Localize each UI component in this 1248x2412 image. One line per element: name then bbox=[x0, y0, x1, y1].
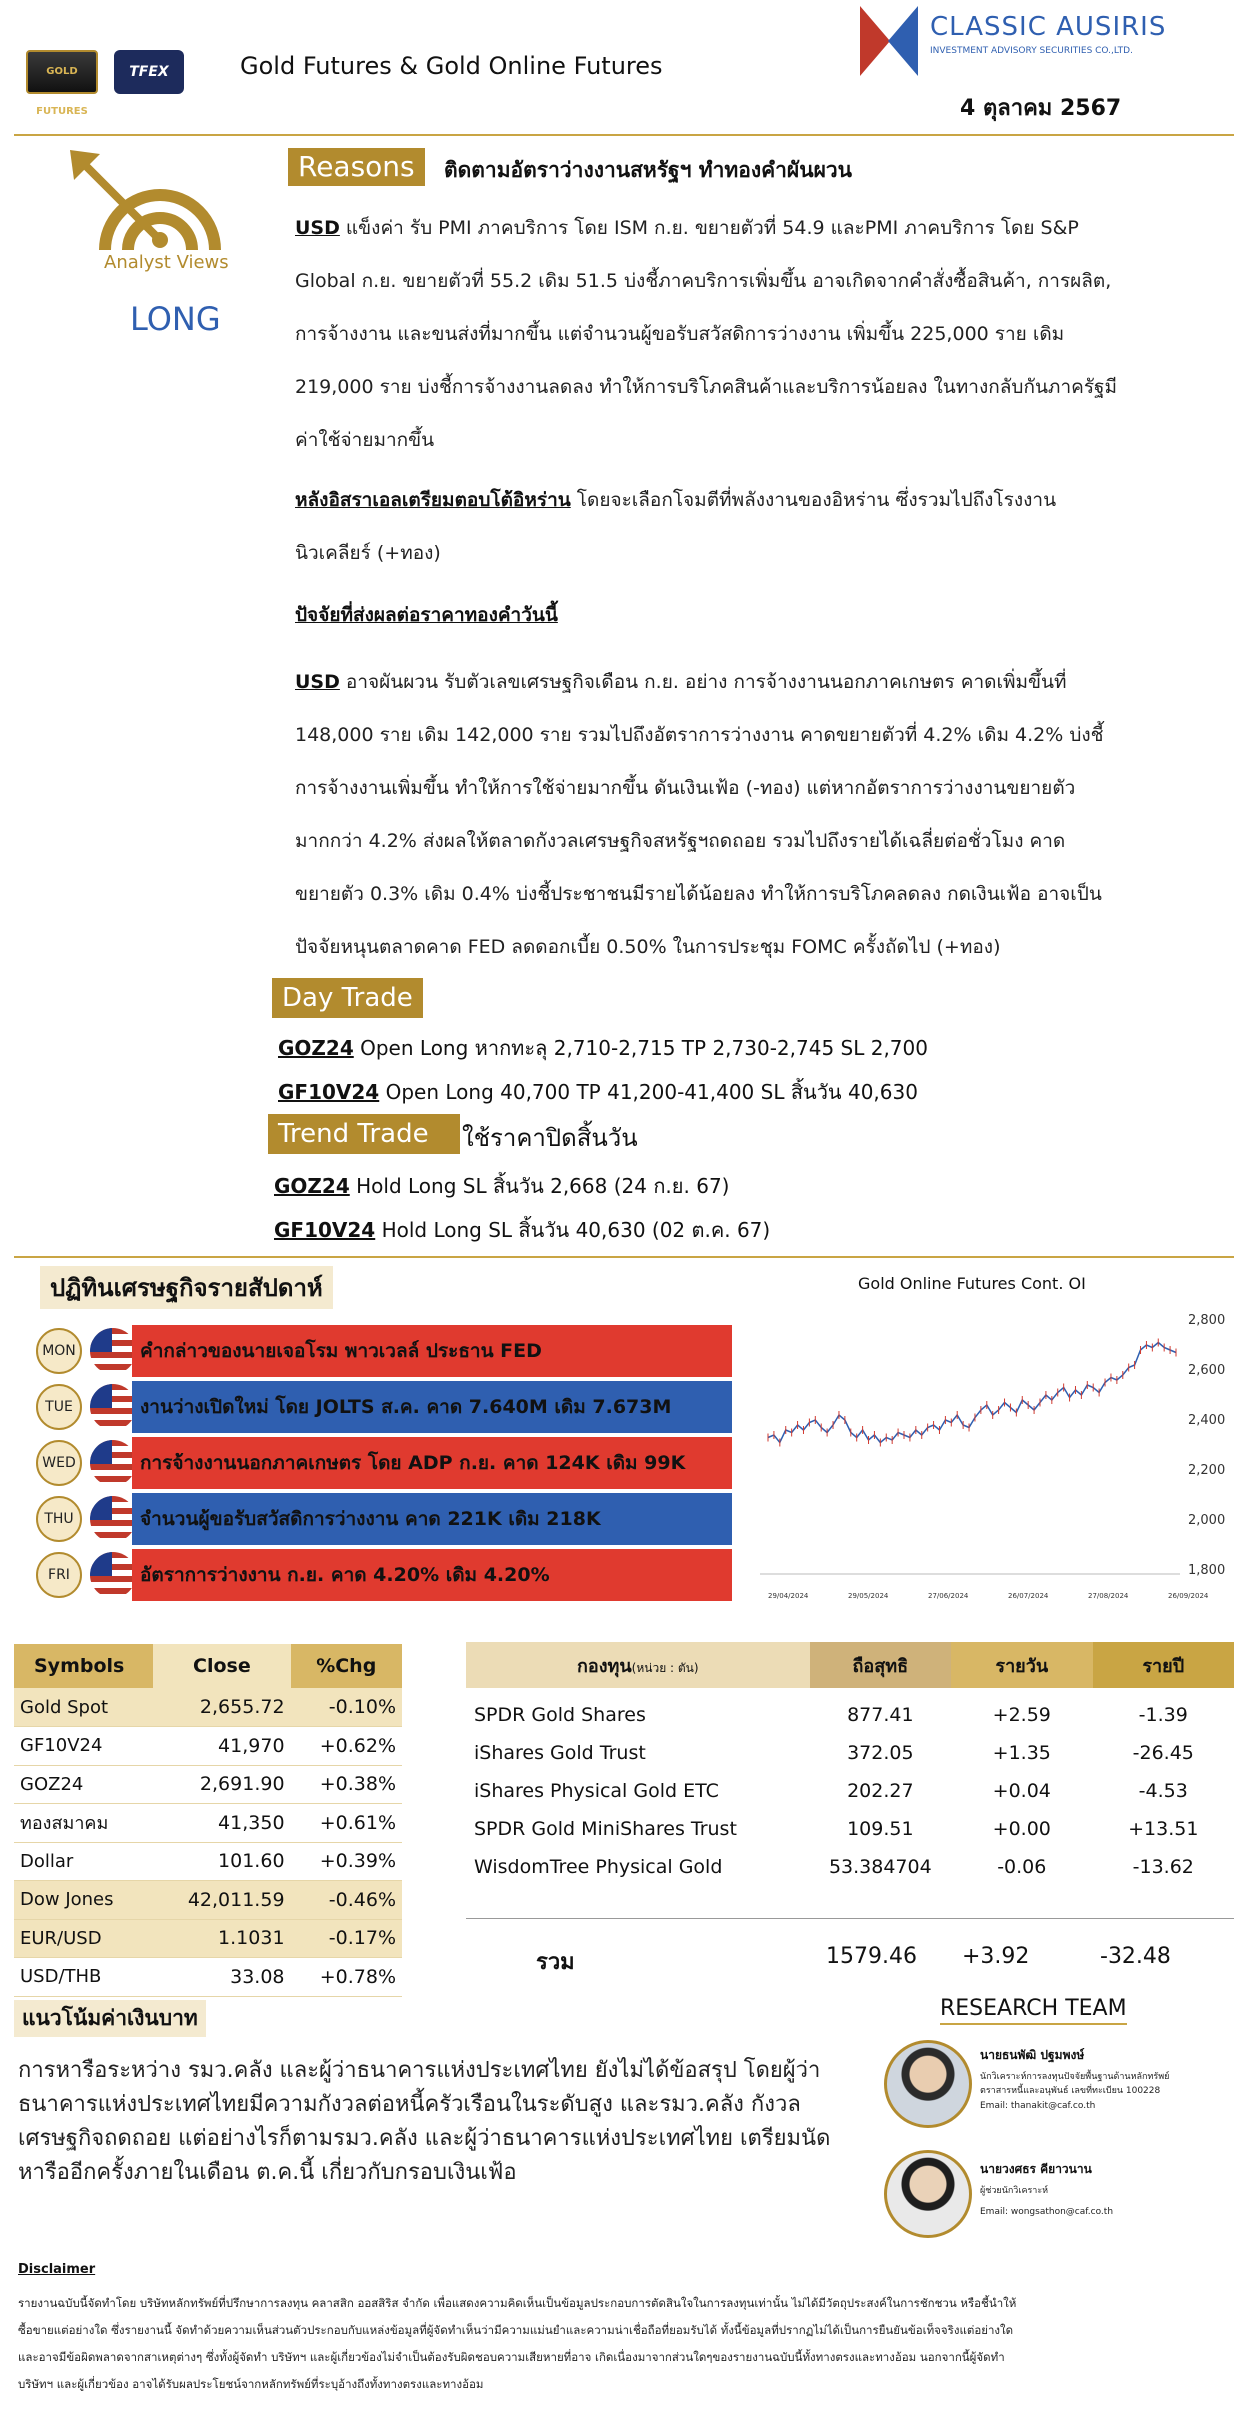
symbol-row bbox=[14, 1842, 402, 1881]
symbol-close: 41,970 bbox=[153, 1727, 290, 1766]
trend-trade-note: ใช้ราคาปิดสิ้นวัน bbox=[462, 1124, 638, 1152]
reason-1-line: แข็งค่า รับ PMI ภาคบริการ โดย ISM ก.ย. ขยายตัวที่ 54.9 และPMI ภาคบริการ โดย S&P bbox=[339, 217, 1079, 239]
day-trade-tag: Day Trade bbox=[272, 978, 423, 1018]
calendar-day: MON bbox=[36, 1328, 82, 1374]
reason-3-line: 148,000 ราย เดิม 142,000 ราย รวมไปถึงอัตราการว่างงาน คาดขยายตัวที่ 4.2% เดิม 4.2% บ่งชี้ bbox=[295, 724, 1104, 746]
fund-day: +1.35 bbox=[992, 1742, 1051, 1764]
gold-oi-line-chart bbox=[760, 1310, 1240, 1610]
trend-trade-symbol: GF10V24 bbox=[274, 1218, 376, 1242]
symbols-table bbox=[14, 1644, 402, 1997]
fund-row bbox=[466, 1734, 1234, 1772]
chg-header: %Chg bbox=[316, 1655, 377, 1677]
x-tick-label: 27/06/2024 bbox=[928, 1592, 969, 1600]
symbol-change: +0.38% bbox=[291, 1765, 402, 1804]
x-tick-label: 27/08/2024 bbox=[1088, 1592, 1129, 1600]
brand-subtitle: INVESTMENT ADVISORY SECURITIES CO.,LTD. bbox=[930, 46, 1133, 56]
x-tick-label: 29/05/2024 bbox=[848, 1592, 889, 1600]
symbol-row bbox=[14, 1688, 402, 1727]
logo-tfex bbox=[114, 50, 184, 94]
fund-day: -0.06 bbox=[997, 1856, 1047, 1878]
day-trade-text: Open Long 40,700 TP 41,200-41,400 SL สิ้นวัน 40,630 bbox=[379, 1080, 918, 1104]
reasons-headline: ติดตามอัตราว่างงานสหรัฐฯ ทำทองคำผันผวน bbox=[444, 158, 853, 182]
reason-3-line: การจ้างงานเพิ่มขึ้น ทำให้การใช้จ่ายมากขึ้น ดันเงินเฟ้อ (-ทอง) แต่หากอัตราการว่างงานขยายตัว bbox=[295, 777, 1076, 799]
reason-1-line: การจ้างงาน และขนส่งที่มากขึ้น แต่จำนวนผู้ขอรับสวัสดิการว่างงาน เพิ่มขึ้น 225,000 ราย เดิม bbox=[295, 323, 1065, 345]
calendar-title: ปฏิทินเศรษฐกิจรายสัปดาห์ bbox=[40, 1266, 333, 1309]
disclaimer-line: รายงานฉบับนี้จัดทำโดย บริษัทหลักทรัพย์ที่ปรึกษาการลงทุน คลาสสิก ออสสิริส จำกัด เพื่อแสดงความคิดเห็นเป็นข้อมูลประกอบการตัดสินใจในการลงทุนเท่านั้น ไม่ได้มีวัตถุประสงค์ในการชักชวน หรือชี้นำให้ bbox=[18, 2296, 1017, 2310]
fund-day: +0.00 bbox=[992, 1818, 1051, 1840]
fund-hold: 202.27 bbox=[847, 1780, 914, 1802]
analyst-role: นักวิเคราะห์การลงทุนปัจจัยพื้นฐานด้านหลักทรัพย์ bbox=[980, 2072, 1170, 2082]
fund-name: SPDR Gold MiniShares Trust bbox=[474, 1818, 737, 1840]
day-trade-line-2 bbox=[278, 1070, 918, 1114]
day-trade-line-1 bbox=[278, 1026, 928, 1070]
fund-hold: 53.384704 bbox=[828, 1856, 932, 1878]
fund-name: WisdomTree Physical Gold bbox=[474, 1856, 723, 1878]
assistant-avatar bbox=[884, 2150, 972, 2238]
fund-year: -1.39 bbox=[1138, 1704, 1188, 1726]
symbol-name: Gold Spot bbox=[14, 1688, 153, 1727]
analyst-avatar bbox=[884, 2040, 972, 2128]
calendar-day: FRI bbox=[36, 1552, 82, 1598]
baht-line: หารืออีกครั้งภายในเดือน ต.ค.นี้ เกี่ยวกับกรอบเงินเฟ้อ bbox=[18, 2160, 517, 2185]
us-flag-icon bbox=[90, 1384, 136, 1430]
hold-header: ถือสุทธิ bbox=[810, 1642, 951, 1688]
reason-paragraph-3 bbox=[295, 656, 1195, 974]
gold-fund-table bbox=[466, 1642, 1234, 1886]
disclaimer-line: และอาจมีข้อผิดพลาดจากสาเหตุต่างๆ ซึ่งทั้งผู้จัดทำ บริษัทฯ และผู้เกี่ยวข้องไม่จำเป็นต้องรับผิดชอบความเสียหายที่อาจ เกิดเนื่องมาจากส่วนใดๆของรายงานฉบับนี้ทั้งทางตรงและทางอ้อม นอกจากนี้ผู้จัดทำ bbox=[18, 2350, 1005, 2364]
disclaimer-body bbox=[18, 2290, 1238, 2398]
day-trade-text: Open Long หากทะลุ 2,710-2,715 TP 2,730-2,745 SL 2,700 bbox=[353, 1036, 928, 1060]
section-divider bbox=[14, 1256, 1234, 1258]
analyst-license: ตราสารหนี้และอนุพันธ์ เลขที่ทะเบียน 100228 bbox=[980, 2086, 1161, 2096]
us-flag-icon bbox=[90, 1328, 136, 1374]
trend-trade-text: Hold Long SL สิ้นวัน 40,630 (02 ต.ค. 67) bbox=[375, 1218, 771, 1242]
symbol-name: EUR/USD bbox=[14, 1919, 153, 1958]
fund-row bbox=[466, 1810, 1234, 1848]
y-tick-label: 2,800 bbox=[1188, 1313, 1226, 1328]
fund-year: -26.45 bbox=[1132, 1742, 1194, 1764]
x-tick-label: 26/09/2024 bbox=[1168, 1592, 1209, 1600]
calendar-event: การจ้างงานนอกภาคเกษตร โดย ADP ก.ย. คาด 124K เดิม 99K bbox=[132, 1437, 732, 1489]
symbol-row bbox=[14, 1958, 402, 1997]
reason-2-line: นิวเคลียร์ (+ทอง) bbox=[295, 542, 441, 564]
reason-3-line: ขยายตัว 0.3% เดิม 0.4% บ่งชี้ประชาชนมีรายได้น้อยลง ทำให้การบริโภคลดลง กดเงินเฟ้อ อาจเป็น bbox=[295, 883, 1102, 905]
symbol-change: +0.39% bbox=[291, 1842, 402, 1881]
brand-name: CLASSIC AUSIRIS bbox=[930, 12, 1167, 42]
close-header: Close bbox=[153, 1644, 290, 1688]
symbol-change: -0.46% bbox=[291, 1881, 402, 1920]
fund-hold: 372.05 bbox=[847, 1742, 914, 1764]
analyst-email: Email: wongsathon@caf.co.th bbox=[980, 2207, 1114, 2217]
fund-hold: 109.51 bbox=[847, 1818, 914, 1840]
trend-trade-tag: Trend Trade bbox=[268, 1114, 460, 1154]
y-tick-label: 2,600 bbox=[1188, 1363, 1226, 1378]
analyst-email: Email: thanakit@caf.co.th bbox=[980, 2101, 1096, 2111]
day-trade-symbol: GF10V24 bbox=[278, 1080, 380, 1104]
y-tick-label: 2,000 bbox=[1188, 1513, 1226, 1528]
symbol-name: Dow Jones bbox=[14, 1881, 153, 1920]
disclaimer-line: บริษัทฯ และผู้เกี่ยวข้อง อาจได้รับผลประโยชน์จากหลักทรัพย์ที่ระบุอ้างถึงทั้งทางตรงและทางอ้อม bbox=[18, 2377, 484, 2391]
symbol-close: 101.60 bbox=[153, 1842, 290, 1881]
year-header: รายปี bbox=[1093, 1642, 1234, 1688]
fund-row bbox=[466, 1696, 1234, 1734]
fund-row bbox=[466, 1848, 1234, 1886]
reason-1-line: ค่าใช้จ่ายมากขึ้น bbox=[295, 429, 435, 451]
symbol-change: -0.17% bbox=[291, 1919, 402, 1958]
fund-total-divider bbox=[466, 1918, 1234, 1919]
analyst-info-1 bbox=[980, 2046, 1240, 2111]
symbol-close: 2,655.72 bbox=[153, 1688, 290, 1727]
us-flag-icon bbox=[90, 1440, 136, 1486]
fund-total-label: รวม bbox=[536, 1950, 575, 1975]
calendar-day: WED bbox=[36, 1440, 82, 1486]
analyst-view-value: LONG bbox=[130, 300, 221, 338]
fund-name: SPDR Gold Shares bbox=[474, 1704, 646, 1726]
logo-tfex-text: TFEX bbox=[129, 64, 169, 80]
analyst-info-2 bbox=[980, 2160, 1240, 2217]
trend-trade-text: Hold Long SL สิ้นวัน 2,668 (24 ก.ย. 67) bbox=[349, 1174, 730, 1198]
day-trade-symbol: GOZ24 bbox=[278, 1036, 354, 1060]
series-line bbox=[768, 1343, 1176, 1443]
fund-total-day: +3.92 bbox=[962, 1944, 1030, 1969]
symbol-name: ทองสมาคม bbox=[14, 1804, 153, 1843]
reason-3-key: USD bbox=[295, 671, 340, 693]
reason-paragraph-1 bbox=[295, 202, 1195, 467]
fund-day: +2.59 bbox=[992, 1704, 1051, 1726]
fund-hold: 877.41 bbox=[847, 1704, 914, 1726]
fund-header-unit: (หน่วย : ตัน) bbox=[631, 1660, 699, 1675]
factor-heading: ปัจจัยที่ส่งผลต่อราคาทองคำวันนี้ bbox=[295, 604, 558, 626]
day-header: รายวัน bbox=[951, 1642, 1092, 1688]
baht-line: เศรษฐกิจถดถอย แต่อย่างไรก็ตามรมว.คลัง และผู้ว่าธนาคารแห่งประเทศไทย เตรียมนัด bbox=[18, 2126, 831, 2151]
logo-gold-futures bbox=[26, 50, 98, 117]
x-tick-label: 29/04/2024 bbox=[768, 1592, 809, 1600]
fund-year: -13.62 bbox=[1132, 1856, 1194, 1878]
x-tick-label: 26/07/2024 bbox=[1008, 1592, 1049, 1600]
report-title: Gold Futures & Gold Online Futures bbox=[240, 52, 663, 80]
symbol-close: 33.08 bbox=[153, 1958, 290, 1997]
reason-1-line: Global ก.ย. ขยายตัวที่ 55.2 เดิม 51.5 บ่งชี้ภาคบริการเพิ่มขึ้น อาจเกิดจากคำสั่งซื้อสินค้า, การผลิต, bbox=[295, 270, 1112, 292]
calendar-event: จำนวนผู้ขอรับสวัสดิการว่างงาน คาด 221K เดิม 218K bbox=[132, 1493, 732, 1545]
trend-trade-line-1 bbox=[274, 1164, 729, 1208]
fund-year: -4.53 bbox=[1138, 1780, 1188, 1802]
fund-total-year: -32.48 bbox=[1100, 1944, 1171, 1969]
fund-name: iShares Physical Gold ETC bbox=[474, 1780, 719, 1802]
reason-1-key: USD bbox=[295, 217, 340, 239]
disclaimer-title: Disclaimer bbox=[18, 2262, 96, 2277]
fund-name: iShares Gold Trust bbox=[474, 1742, 646, 1764]
symbols-header: Symbols bbox=[34, 1655, 125, 1677]
trend-trade-symbol: GOZ24 bbox=[274, 1174, 350, 1198]
calendar-day: THU bbox=[36, 1496, 82, 1542]
reason-paragraph-2 bbox=[295, 474, 1195, 580]
calendar-event: อัตราการว่างงาน ก.ย. คาด 4.20% เดิม 4.20% bbox=[132, 1549, 732, 1601]
symbol-change: +0.62% bbox=[291, 1727, 402, 1766]
symbol-row bbox=[14, 1919, 402, 1958]
report-date: 4 ตุลาคม 2567 bbox=[960, 96, 1122, 121]
us-flag-icon bbox=[90, 1496, 136, 1542]
baht-line: การหารือระหว่าง รมว.คลัง และผู้ว่าธนาคารแห่งประเทศไทย ยังไม่ได้ข้อสรุป โดยผู้ว่า bbox=[18, 2058, 821, 2083]
symbol-name: GOZ24 bbox=[14, 1765, 153, 1804]
symbol-row bbox=[14, 1765, 402, 1804]
fund-total-hold: 1579.46 bbox=[826, 1944, 917, 1969]
baht-line: ธนาคารแห่งประเทศไทยมีความกังวลต่อหนี้ครัวเรือนในระดับสูง และรมว.คลัง กังวล bbox=[18, 2092, 801, 2117]
reason-3-line: ปัจจัยหนุนตลาดคาด FED ลดดอกเบี้ย 0.50% ในการประชุม FOMC ครั้งถัดไป (+ทอง) bbox=[295, 936, 1001, 958]
y-tick-label: 1,800 bbox=[1188, 1563, 1226, 1578]
fund-row bbox=[466, 1772, 1234, 1810]
chart-title: Gold Online Futures Cont. OI bbox=[858, 1274, 1086, 1293]
trend-trade-line-2 bbox=[274, 1208, 770, 1252]
symbol-name: USD/THB bbox=[14, 1958, 153, 1997]
analyst-name: นายวงศธร คียาวนาน bbox=[980, 2162, 1092, 2176]
reasons-tag: Reasons bbox=[288, 148, 425, 186]
logo-gold-futures-text: GOLD FUTURES bbox=[36, 66, 88, 117]
research-team-title: RESEARCH TEAM bbox=[940, 1996, 1127, 2025]
us-flag-icon bbox=[90, 1552, 136, 1598]
symbol-row bbox=[14, 1727, 402, 1766]
symbol-close: 42,011.59 bbox=[153, 1881, 290, 1920]
baht-body bbox=[18, 2054, 918, 2190]
analyst-views-label: Analyst Views bbox=[104, 252, 229, 273]
baht-heading: แนวโน้มค่าเงินบาท bbox=[14, 2000, 206, 2037]
reason-2-key: หลังอิสราเอลเตรียมตอบโต้อิหร่าน bbox=[295, 489, 571, 511]
symbol-change: +0.61% bbox=[291, 1804, 402, 1843]
disclaimer-line: ซื้อขายแต่อย่างใด ซึ่งรายงานนี้ จัดทำด้วยความเห็นส่วนตัวประกอบกับแหล่งข้อมูลที่ผู้จัดทำเห็นว่ามีความแม่นยำและความน่าเชื่อถือที่ยอมรับได้ ทั้งนี้ข้อมูลที่ปรากฏไม่ได้เป็นการยืนยันข้อเท็จจริงแต่อย่างใด bbox=[18, 2323, 1014, 2337]
calendar-event: งานว่างเปิดใหม่ โดย JOLTS ส.ค. คาด 7.640M เดิม 7.673M bbox=[132, 1381, 732, 1433]
symbol-name: GF10V24 bbox=[14, 1727, 153, 1766]
calendar-day: TUE bbox=[36, 1384, 82, 1430]
fund-day: +0.04 bbox=[992, 1780, 1051, 1802]
y-tick-label: 2,200 bbox=[1188, 1463, 1226, 1478]
header-divider bbox=[14, 134, 1234, 136]
analyst-role: ผู้ช่วยนักวิเคราะห์ bbox=[980, 2186, 1049, 2196]
symbol-close: 1.1031 bbox=[153, 1919, 290, 1958]
symbol-close: 41,350 bbox=[153, 1804, 290, 1843]
reason-1-line: 219,000 ราย บ่งชี้การจ้างงานลดลง ทำให้การบริโภคสินค้าและบริการน้อยลง ในทางกลับกันภาครัฐมี bbox=[295, 376, 1118, 398]
symbol-row bbox=[14, 1804, 402, 1843]
reason-3-line: มากกว่า 4.2% ส่งผลให้ตลาดกังวลเศรษฐกิจสหรัฐฯถดถอย รวมไปถึงรายได้เฉลี่ยต่อชั่วโมง คาด bbox=[295, 830, 1066, 852]
symbol-close: 2,691.90 bbox=[153, 1765, 290, 1804]
fund-header bbox=[466, 1642, 810, 1688]
y-tick-label: 2,400 bbox=[1188, 1413, 1226, 1428]
analyst-name: นายธนพัฒิ ปฐมพงษ์ bbox=[980, 2048, 1085, 2062]
fund-year: +13.51 bbox=[1128, 1818, 1199, 1840]
reason-2-line: โดยจะเลือกโจมตีที่พลังงานของอิหร่าน ซึ่งรวมไปถึงโรงงาน bbox=[570, 489, 1057, 511]
symbol-name: Dollar bbox=[14, 1842, 153, 1881]
target-icon bbox=[60, 140, 250, 260]
brand-logo-mark bbox=[860, 6, 918, 76]
symbol-row bbox=[14, 1881, 402, 1920]
fund-header-label: กองทุน bbox=[576, 1655, 632, 1677]
symbol-change: -0.10% bbox=[291, 1688, 402, 1727]
calendar-event: คำกล่าวของนายเจอโรม พาวเวลล์ ประธาน FED bbox=[132, 1325, 732, 1377]
symbol-change: +0.78% bbox=[291, 1958, 402, 1997]
reason-3-line: อาจผันผวน รับตัวเลขเศรษฐกิจเดือน ก.ย. อย่าง การจ้างงานนอกภาคเกษตร คาดเพิ่มขึ้นที่ bbox=[339, 671, 1067, 693]
